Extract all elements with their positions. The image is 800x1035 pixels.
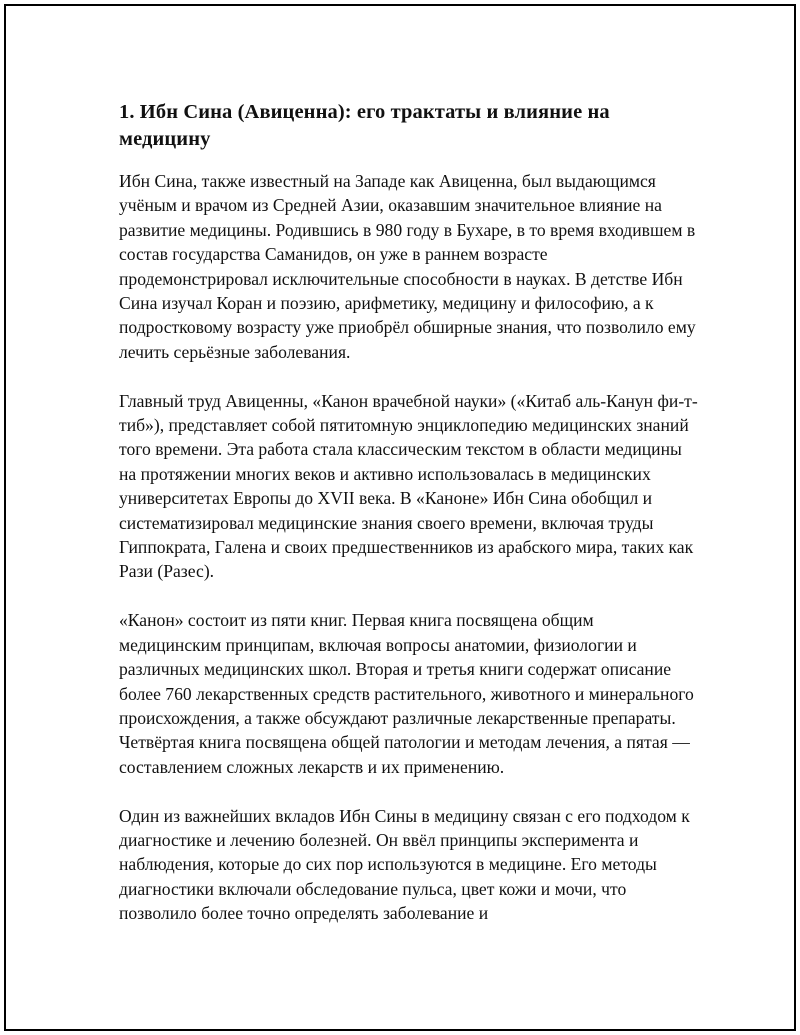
paragraph-3: «Канон» состоит из пяти книг. Первая книга посвящена общим медицинским принципам, включая вопросы анатомии, физиологии и различных медицинских школ. Вторая и третья книги содержат описание более 760 лекарственных средств растительного, животного и минерального происхождения, а также обсуждают различные лекарственные препараты. Четвёртая книга посвящена общей патологии и методам лечения, а пятая — составлением сложных лекарств и их применению. [119,610,694,777]
page-frame [4,4,796,1031]
paragraph-1: Ибн Сина, также известный на Западе как Авиценна, был выдающимся учёным и врачом из Средней Азии, оказавшим значительное влияние на развитие медицины. Родившись в 980 году в Бухаре, в то время входившем в состав государства Саманидов, он уже в раннем возрасте продемонстрировал исключительные способности в науках. В детстве Ибн Сина изучал Коран и поэзию, арифметику, медицину и философию, а к подростковому возрасту уже приобрёл обширные знания, что позволило ему лечить серьёзные заболевания. [119,171,696,362]
document-body [119,99,699,950]
paragraph-4: Один из важнейших вкладов Ибн Сины в медицину связан с его подходом к диагностике и лечению болезней. Он ввёл принципы эксперимента и наблюдения, которые до сих пор используются в медицине. Его методы диагностики включали обследование пульса, цвет кожи и мочи, что позволило более точно определять заболевание и [119,805,690,924]
paragraph-2: Главный труд Авиценны, «Канон врачебной науки» («Китаб аль-Канун фи-т-тиб»), представляет собой пятитомную энциклопедию медицинских знаний того времени. Эта работа стала классическим текстом в области медицины на протяжении многих веков и активно использовалась в медицинских университетах Европы до XVII века. В «Каноне» Ибн Сина обобщил и систематизировал медицинские знания своего времени, включая труды Гиппократа, Галена и своих предшественников из арабского мира, таких как Рази (Разес). [119,390,698,582]
document-title: 1. Ибн Сина (Авиценна): его трактаты и влияние на медицину [119,101,610,150]
